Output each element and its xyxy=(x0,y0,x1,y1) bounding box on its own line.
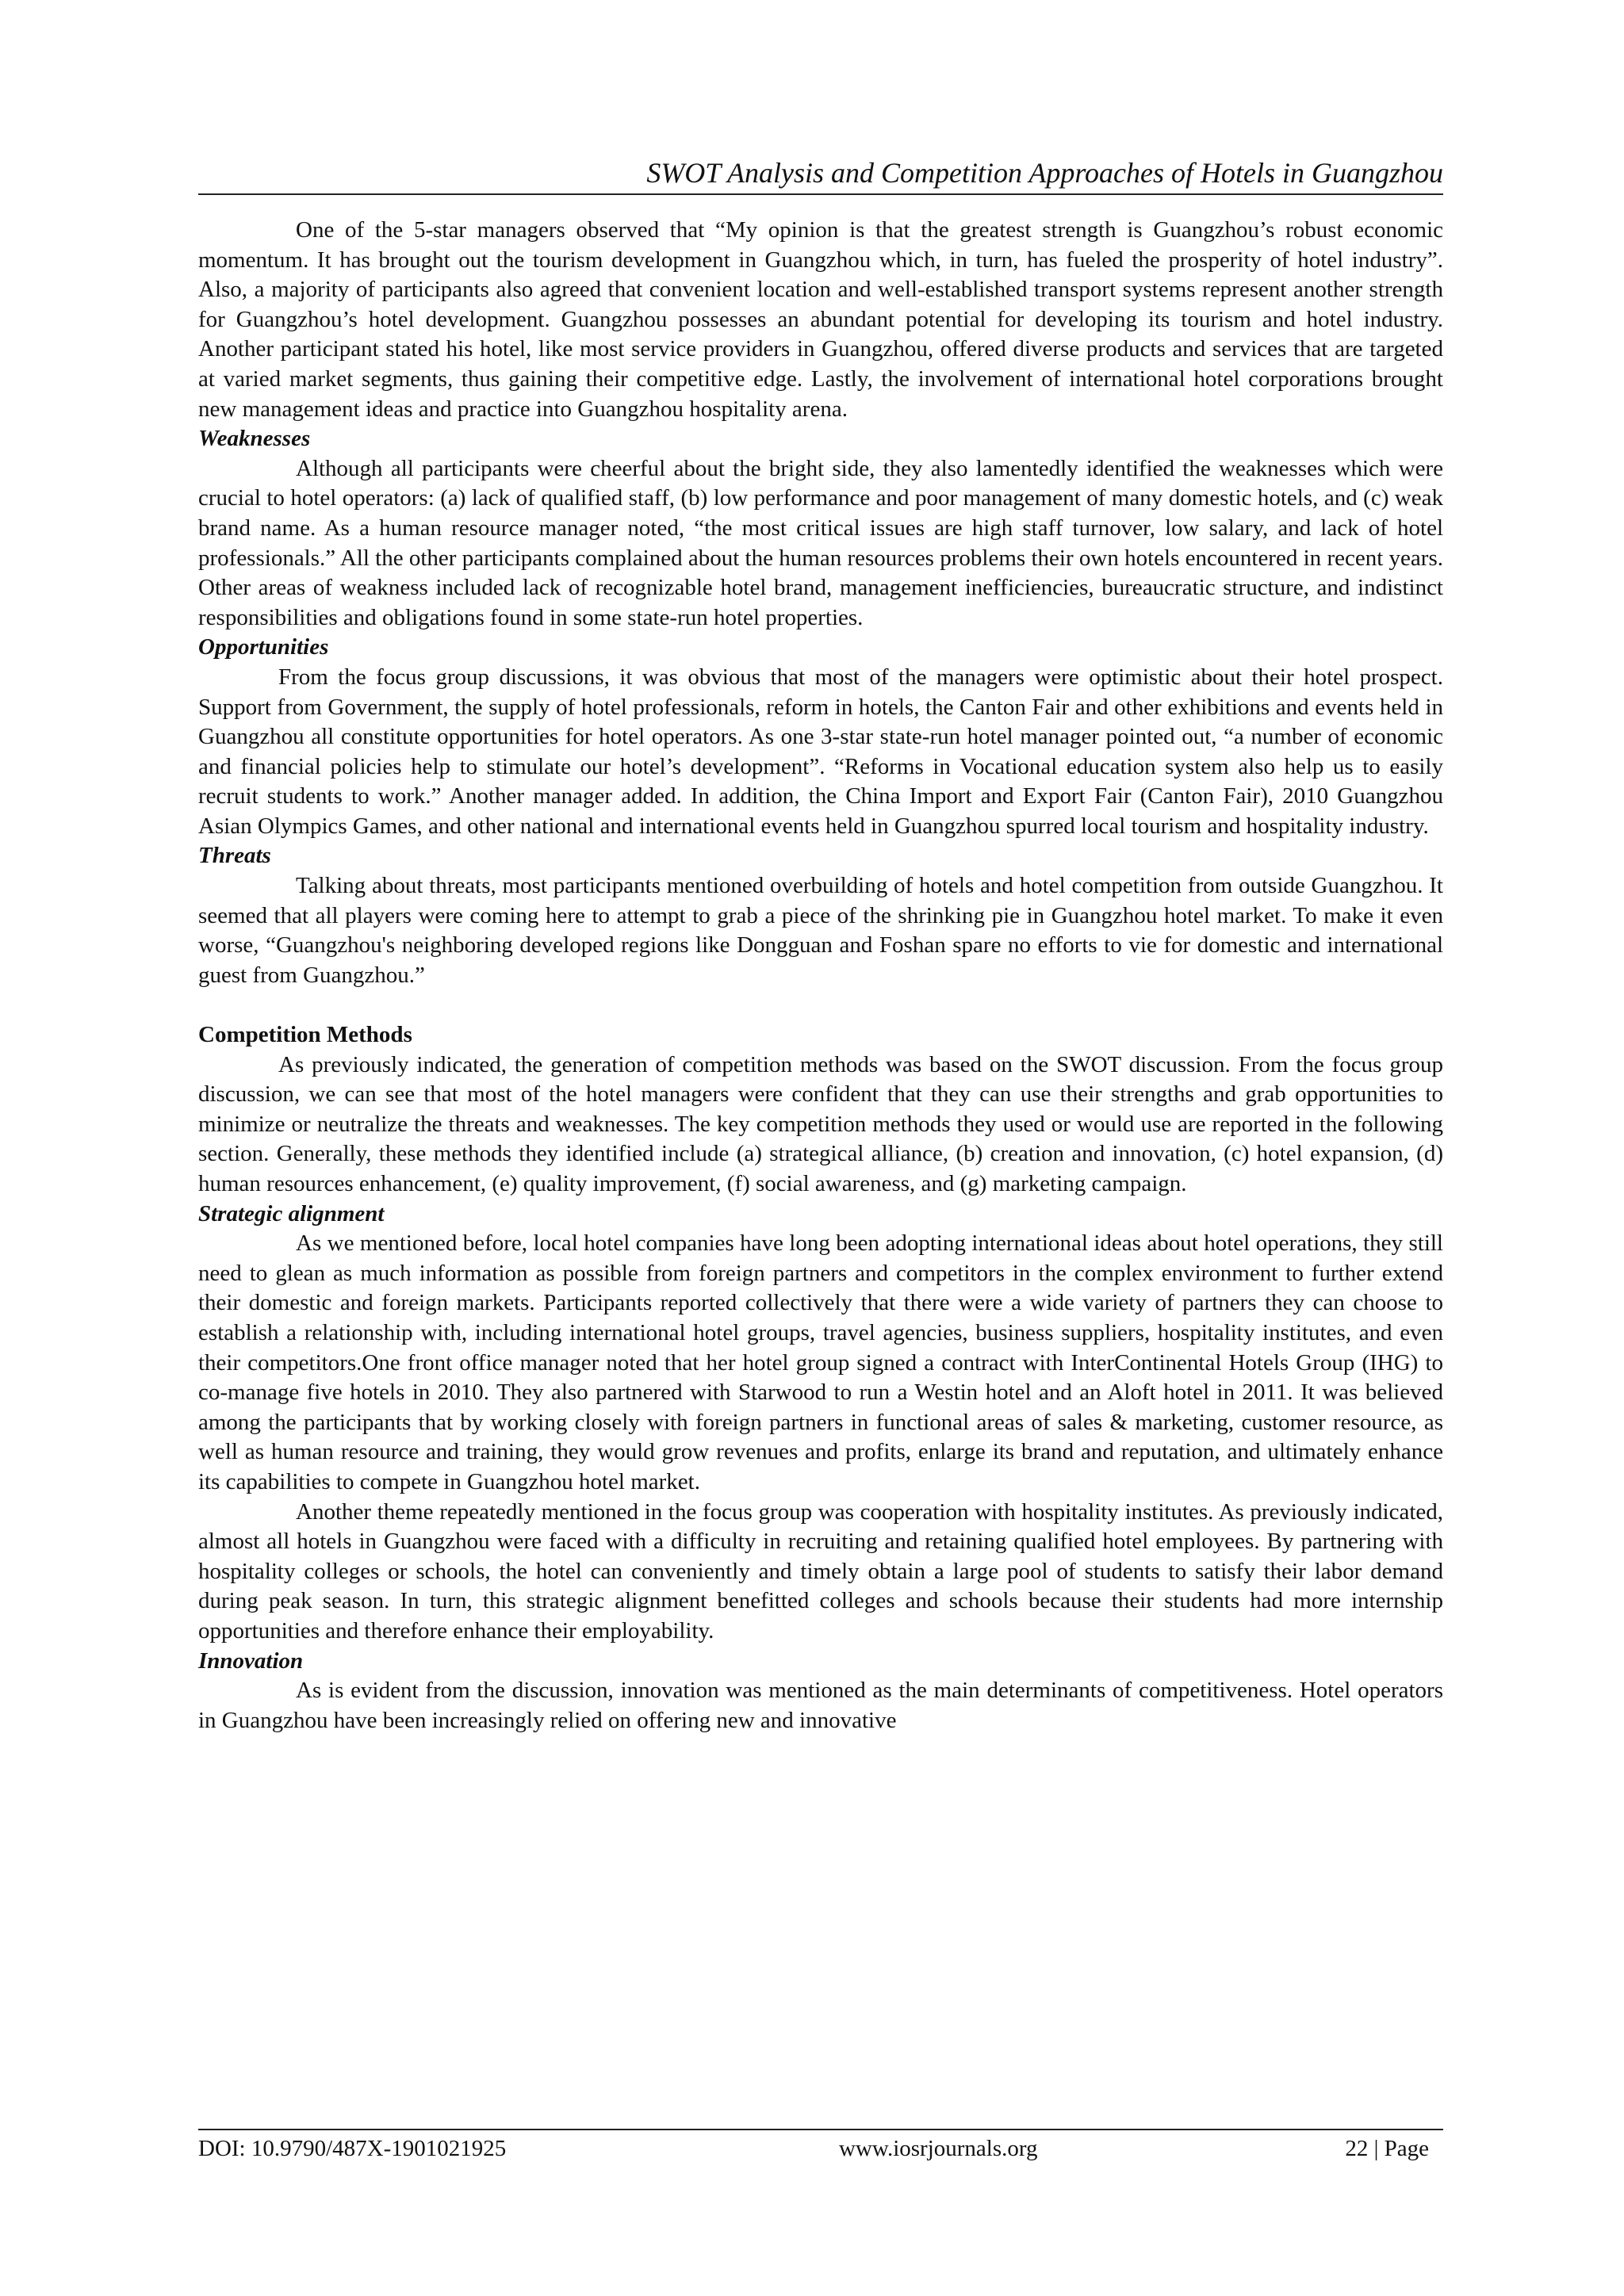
footer-rule xyxy=(198,2129,1443,2130)
opportunities-paragraph: From the focus group discussions, it was obvious that most of the managers were optimistic about their hotel prospect. Support from Government, the supply of hotel professionals, reform in hotels, the Canton Fair and other exhibitions and events held in Guangzhou all constitute opportunities for hotel operators. As one 3-star state-run hotel manager pointed out, “a number of economic and financial policies help to stimulate our hotel’s development”. “Reforms in Vocational education system also help us to easily recruit students to work.” Another manager added. In addition, the China Import and Export Fair (Canton Fair), 2010 Guangzhou Asian Olympics Games, and other national and international events held in Guangzhou spurred local tourism and hospitality industry. xyxy=(198,664,1443,839)
strengths-paragraph: One of the 5-star managers observed that “My opinion is that the greatest strength is Guangzhou’s robust economic momentum. It has brought out the tourism development in Guangzhou which, in turn, has fueled the prosperity of hotel industry”. Also, a majority of participants also agreed that convenient location and well-established transport systems represent another strength for Guangzhou’s hotel development. Guangzhou possesses an abundant potential for developing its tourism and hotel industry. Another participant stated his hotel, like most service providers in Guangzhou, offered diverse products and services that are targeted at varied market segments, thus gaining their competitive edge. Lastly, the involvement of international hotel corporations brought new management ideas and practice into Guangzhou hospitality arena. xyxy=(198,217,1443,422)
innovation-heading: Innovation xyxy=(198,1647,304,1674)
threats-heading: Threats xyxy=(198,843,271,869)
opportunities-heading: Opportunities xyxy=(198,634,329,660)
strategic-alignment-paragraph-2: Another theme repeatedly mentioned in the focus group was cooperation with hospitality institutes. As previously indicated, almost all hotels in Guangzhou were faced with a difficulty in recruiting and retaining qualified hotel employees. By partnering with hospitality colleges or schools, the hotel can conveniently and timely obtain a large pool of students to satisfy their labor demand during peak season. In turn, this strategic alignment benefitted colleges and schools because their students had more internship opportunities and therefore enhance their employability. xyxy=(198,1498,1443,1644)
strategic-alignment-paragraph-1: As we mentioned before, local hotel companies have long been adopting international ideas about hotel operations, they still need to glean as much information as possible from foreign partners and competitors in the complex environment to further extend their domestic and foreign markets. Participants reported collectively that there were a wide variety of partners they can choose to establish a relationship with, including international hotel groups, travel agencies, business suppliers, hospitality institutes, and even their competitors.One front office manager noted that her hotel group signed a contract with InterContinental Hotels Group (IHG) to co-manage five hotels in 2010. They also partnered with Starwood to run a Westin hotel and an Aloft hotel in 2011. It was believed among the participants that by working closely with foreign partners in functional areas of sales & marketing, customer resource, as well as human resource and training, they would grow revenues and profits, enlarge its brand and reputation, and ultimately enhance its capabilities to compete in Guangzhou hotel market. xyxy=(198,1230,1443,1494)
running-title: SWOT Analysis and Competition Approaches of Hotels in Guangzhou xyxy=(646,157,1443,189)
section-gap xyxy=(198,990,1443,1020)
weaknesses-paragraph: Although all participants were cheerful about the bright side, they also lamentedly identified the weaknesses which were crucial to hotel operators: (a) lack of qualified staff, (b) low performance and poor management of many domestic hotels, and (c) weak brand name. As a human resource manager noted, “the most critical issues are high staff turnover, low salary, and lack of hotel professionals.” All the other participants complained about the human resources problems their own hotels encountered in recent years. Other areas of weakness included lack of recognizable hotel brand, management inefficiencies, bureaucratic structure, and indistinct responsibilities and obligations found in some state-run hotel properties. xyxy=(198,455,1443,630)
innovation-paragraph: As is evident from the discussion, innovation was mentioned as the main determinants of competitiveness. Hotel operators in Guangzhou have been increasingly relied on offering new and innovative xyxy=(198,1678,1443,1733)
footer-website: www.iosrjournals.org xyxy=(839,2136,1038,2161)
strategic-alignment-heading: Strategic alignment xyxy=(198,1200,385,1226)
competition-methods-paragraph: As previously indicated, the generation of competition methods was based on the SWOT discussion. From the focus group discussion, we can see that most of the hotel managers were confident that they can use their strengths and grab opportunities to minimize or neutralize the threats and weaknesses. The key competition methods they used or would use are reported in the following section. Generally, these methods they identified include (a) strategical alliance, (b) creation and innovation, (c) hotel expansion, (d) human resources enhancement, (e) quality improvement, (f) social awareness, and (g) marketing campaign. xyxy=(198,1051,1443,1196)
competition-methods-heading: Competition Methods xyxy=(198,1022,412,1048)
threats-paragraph: Talking about threats, most participants mentioned overbuilding of hotels and hotel competition from outside Guangzhou. It seemed that all players were coming here to attempt to grab a piece of the shrinking pie in Guangzhou hotel market. To make it even worse, “Guangzhou's neighboring developed regions like Dongguan and Foshan spare no efforts to vie for domestic and international guest from Guangzhou.” xyxy=(198,873,1443,988)
paper-page xyxy=(198,0,1443,2296)
weaknesses-heading: Weaknesses xyxy=(198,426,311,452)
footer-page-number: 22 | Page xyxy=(1345,2136,1429,2161)
footer-doi: DOI: 10.9790/487X-1901021925 xyxy=(198,2136,507,2161)
header-rule xyxy=(198,193,1443,195)
body-text xyxy=(198,216,1443,1735)
